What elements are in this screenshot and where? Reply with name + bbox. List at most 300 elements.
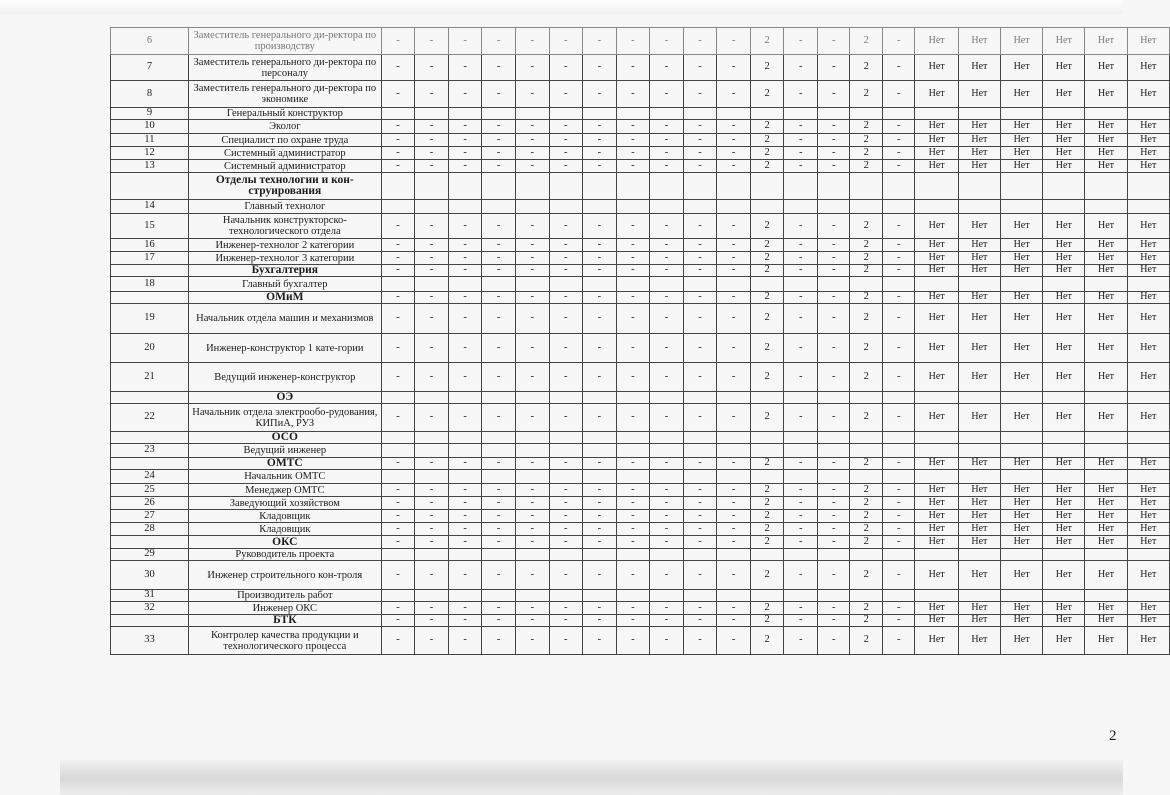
data-cell: Нет bbox=[1043, 561, 1085, 590]
data-cell bbox=[415, 173, 449, 200]
data-cell bbox=[448, 277, 482, 292]
data-cell: - bbox=[381, 536, 415, 549]
data-cell: - bbox=[448, 239, 482, 252]
data-cell bbox=[850, 549, 882, 561]
data-cell: Нет bbox=[915, 536, 958, 549]
data-cell bbox=[448, 173, 482, 200]
data-cell: - bbox=[549, 497, 583, 510]
data-cell bbox=[583, 432, 617, 444]
data-cell: Нет bbox=[958, 561, 1000, 590]
data-cell: - bbox=[650, 510, 684, 523]
data-cell: Нет bbox=[1127, 28, 1169, 55]
data-cell bbox=[650, 277, 684, 292]
data-cell: - bbox=[415, 602, 449, 615]
data-cell: - bbox=[683, 510, 717, 523]
data-cell: - bbox=[583, 458, 617, 470]
data-cell bbox=[850, 590, 882, 602]
data-cell: Нет bbox=[1127, 334, 1169, 363]
data-cell: - bbox=[381, 523, 415, 536]
data-cell: Нет bbox=[1000, 304, 1042, 334]
data-cell: Нет bbox=[915, 134, 958, 147]
row-number: 12 bbox=[111, 147, 189, 160]
data-cell: - bbox=[650, 404, 684, 432]
data-cell: - bbox=[784, 134, 818, 147]
data-cell: - bbox=[882, 304, 914, 334]
data-cell: - bbox=[882, 627, 914, 655]
position-title: Кладовщик bbox=[188, 523, 381, 536]
data-cell: - bbox=[882, 602, 914, 615]
data-cell: 2 bbox=[750, 404, 784, 432]
row-number: 20 bbox=[111, 334, 189, 363]
data-cell: - bbox=[482, 214, 516, 239]
data-cell: - bbox=[683, 602, 717, 615]
data-cell bbox=[549, 108, 583, 120]
data-cell bbox=[1000, 444, 1042, 458]
data-cell: - bbox=[717, 81, 751, 108]
data-cell: - bbox=[818, 484, 850, 497]
data-cell: - bbox=[717, 214, 751, 239]
data-cell: - bbox=[549, 147, 583, 160]
data-cell bbox=[1043, 200, 1085, 214]
data-cell: - bbox=[515, 134, 549, 147]
data-cell: - bbox=[784, 160, 818, 173]
data-cell: - bbox=[583, 510, 617, 523]
data-cell: 2 bbox=[850, 536, 882, 549]
data-cell: - bbox=[650, 615, 684, 627]
data-cell: - bbox=[818, 363, 850, 392]
data-cell: - bbox=[717, 28, 751, 55]
data-cell: - bbox=[515, 523, 549, 536]
data-cell: Нет bbox=[1043, 304, 1085, 334]
data-cell: - bbox=[515, 561, 549, 590]
data-cell: Нет bbox=[915, 497, 958, 510]
data-cell bbox=[882, 432, 914, 444]
data-cell: Нет bbox=[958, 160, 1000, 173]
data-cell: - bbox=[616, 602, 650, 615]
data-cell: - bbox=[683, 147, 717, 160]
data-cell: Нет bbox=[915, 252, 958, 265]
section-heading: ОКС bbox=[188, 536, 381, 549]
section-heading: БТК bbox=[188, 615, 381, 627]
data-cell bbox=[915, 444, 958, 458]
data-cell: - bbox=[549, 28, 583, 55]
data-cell: Нет bbox=[915, 214, 958, 239]
data-cell bbox=[717, 392, 751, 404]
table-row bbox=[111, 304, 1170, 334]
data-cell: Нет bbox=[915, 523, 958, 536]
data-cell bbox=[515, 200, 549, 214]
data-cell: Нет bbox=[1000, 81, 1042, 108]
data-cell: Нет bbox=[958, 627, 1000, 655]
data-cell: - bbox=[448, 304, 482, 334]
data-cell: Нет bbox=[1000, 214, 1042, 239]
data-cell bbox=[549, 549, 583, 561]
data-cell bbox=[515, 277, 549, 292]
data-cell: Нет bbox=[1000, 160, 1042, 173]
data-cell: Нет bbox=[915, 120, 958, 134]
data-cell: - bbox=[381, 252, 415, 265]
data-cell bbox=[850, 444, 882, 458]
data-cell: - bbox=[482, 120, 516, 134]
data-cell: - bbox=[381, 510, 415, 523]
data-cell bbox=[1085, 590, 1127, 602]
data-cell: 2 bbox=[850, 160, 882, 173]
data-cell: - bbox=[448, 536, 482, 549]
data-cell: Нет bbox=[958, 536, 1000, 549]
data-cell bbox=[515, 432, 549, 444]
data-cell: Нет bbox=[1085, 536, 1127, 549]
data-cell bbox=[784, 108, 818, 120]
data-cell: 2 bbox=[850, 510, 882, 523]
row-number bbox=[111, 458, 189, 470]
data-cell: - bbox=[882, 497, 914, 510]
table-row bbox=[111, 404, 1170, 432]
data-cell: - bbox=[882, 81, 914, 108]
data-cell: - bbox=[448, 561, 482, 590]
row-number: 15 bbox=[111, 214, 189, 239]
data-cell: Нет bbox=[1127, 304, 1169, 334]
data-cell: - bbox=[415, 561, 449, 590]
data-cell: - bbox=[415, 239, 449, 252]
data-cell: - bbox=[482, 404, 516, 432]
data-cell: - bbox=[882, 292, 914, 304]
data-cell: - bbox=[583, 55, 617, 81]
data-cell bbox=[683, 277, 717, 292]
data-cell: - bbox=[683, 497, 717, 510]
data-cell: - bbox=[882, 615, 914, 627]
data-cell: Нет bbox=[1043, 81, 1085, 108]
data-cell: Нет bbox=[958, 252, 1000, 265]
row-number: 26 bbox=[111, 497, 189, 510]
data-cell: Нет bbox=[1000, 627, 1042, 655]
data-cell: - bbox=[515, 265, 549, 277]
data-cell: Нет bbox=[915, 615, 958, 627]
data-cell: - bbox=[381, 134, 415, 147]
data-cell bbox=[818, 549, 850, 561]
data-cell bbox=[448, 200, 482, 214]
data-cell bbox=[448, 590, 482, 602]
data-cell: - bbox=[650, 292, 684, 304]
data-cell bbox=[415, 470, 449, 484]
data-cell bbox=[958, 432, 1000, 444]
data-cell: - bbox=[683, 120, 717, 134]
data-cell bbox=[915, 549, 958, 561]
row-number: 33 bbox=[111, 627, 189, 655]
data-cell: Нет bbox=[1000, 28, 1042, 55]
data-cell bbox=[650, 108, 684, 120]
data-cell: Нет bbox=[915, 304, 958, 334]
data-cell: - bbox=[583, 536, 617, 549]
data-cell: Нет bbox=[915, 561, 958, 590]
row-number bbox=[111, 292, 189, 304]
data-cell: - bbox=[583, 214, 617, 239]
data-cell: - bbox=[616, 265, 650, 277]
data-cell: - bbox=[448, 160, 482, 173]
data-cell: - bbox=[515, 334, 549, 363]
data-cell bbox=[958, 277, 1000, 292]
data-cell bbox=[784, 444, 818, 458]
data-cell bbox=[415, 200, 449, 214]
data-cell: 2 bbox=[850, 55, 882, 81]
position-title: Начальник ОМТС bbox=[188, 470, 381, 484]
data-cell: 2 bbox=[850, 334, 882, 363]
data-cell: 2 bbox=[750, 615, 784, 627]
data-cell: 2 bbox=[850, 28, 882, 55]
data-cell bbox=[818, 590, 850, 602]
data-cell: Нет bbox=[1000, 55, 1042, 81]
data-cell bbox=[958, 200, 1000, 214]
data-cell: - bbox=[448, 458, 482, 470]
data-cell: Нет bbox=[1043, 627, 1085, 655]
data-cell: - bbox=[549, 252, 583, 265]
data-cell: - bbox=[717, 134, 751, 147]
data-cell: 2 bbox=[750, 484, 784, 497]
data-cell: - bbox=[515, 160, 549, 173]
data-cell bbox=[381, 590, 415, 602]
row-number: 23 bbox=[111, 444, 189, 458]
data-cell: - bbox=[549, 160, 583, 173]
data-cell bbox=[1127, 277, 1169, 292]
data-cell: - bbox=[616, 615, 650, 627]
data-cell bbox=[915, 173, 958, 200]
data-cell: - bbox=[482, 28, 516, 55]
data-cell: 2 bbox=[750, 334, 784, 363]
data-cell: - bbox=[616, 214, 650, 239]
data-cell: - bbox=[415, 160, 449, 173]
data-cell: - bbox=[717, 404, 751, 432]
data-cell: Нет bbox=[915, 627, 958, 655]
data-cell: 2 bbox=[850, 304, 882, 334]
data-cell bbox=[549, 200, 583, 214]
data-cell: - bbox=[482, 523, 516, 536]
data-cell: Нет bbox=[958, 81, 1000, 108]
data-cell: - bbox=[482, 458, 516, 470]
data-cell bbox=[1085, 173, 1127, 200]
data-cell: - bbox=[482, 239, 516, 252]
data-cell bbox=[1127, 432, 1169, 444]
data-cell: - bbox=[381, 160, 415, 173]
data-cell: - bbox=[717, 615, 751, 627]
data-cell: - bbox=[882, 252, 914, 265]
data-cell: 2 bbox=[850, 252, 882, 265]
data-cell bbox=[915, 432, 958, 444]
data-cell: - bbox=[482, 55, 516, 81]
data-cell: - bbox=[583, 292, 617, 304]
data-cell bbox=[381, 444, 415, 458]
section-heading: ОМТС bbox=[188, 458, 381, 470]
data-cell: - bbox=[448, 81, 482, 108]
row-number bbox=[111, 615, 189, 627]
data-cell: - bbox=[549, 510, 583, 523]
data-cell: - bbox=[448, 602, 482, 615]
data-cell: Нет bbox=[915, 510, 958, 523]
data-cell: - bbox=[549, 536, 583, 549]
data-cell bbox=[818, 392, 850, 404]
data-cell: Нет bbox=[1127, 81, 1169, 108]
data-cell bbox=[818, 173, 850, 200]
section-heading: ОЭ bbox=[188, 392, 381, 404]
data-cell: 2 bbox=[750, 28, 784, 55]
data-cell bbox=[683, 549, 717, 561]
data-cell: - bbox=[683, 28, 717, 55]
data-cell: - bbox=[515, 239, 549, 252]
data-cell: - bbox=[482, 160, 516, 173]
data-cell: Нет bbox=[1085, 523, 1127, 536]
data-cell: Нет bbox=[1127, 497, 1169, 510]
data-cell: - bbox=[515, 120, 549, 134]
data-cell: Нет bbox=[1085, 484, 1127, 497]
data-cell: - bbox=[683, 292, 717, 304]
position-title: Инженер-конструктор 1 кате-гории bbox=[188, 334, 381, 363]
data-cell: Нет bbox=[1085, 55, 1127, 81]
data-cell: - bbox=[583, 523, 617, 536]
data-cell: - bbox=[784, 458, 818, 470]
data-cell: - bbox=[549, 404, 583, 432]
position-title: Инженер строительного кон-троля bbox=[188, 561, 381, 590]
position-title: Генеральный конструктор bbox=[188, 108, 381, 120]
data-cell: Нет bbox=[1085, 497, 1127, 510]
data-cell: Нет bbox=[1127, 292, 1169, 304]
data-cell bbox=[448, 392, 482, 404]
position-title: Заместитель генерального ди-ректора по производству bbox=[188, 28, 381, 55]
data-cell: - bbox=[882, 214, 914, 239]
data-cell: - bbox=[482, 81, 516, 108]
data-cell: - bbox=[448, 404, 482, 432]
data-cell bbox=[882, 200, 914, 214]
data-cell: - bbox=[415, 510, 449, 523]
row-number: 25 bbox=[111, 484, 189, 497]
data-cell: - bbox=[784, 147, 818, 160]
data-cell: - bbox=[415, 147, 449, 160]
data-cell bbox=[1043, 277, 1085, 292]
data-cell: - bbox=[549, 265, 583, 277]
data-cell bbox=[616, 470, 650, 484]
data-cell: Нет bbox=[915, 55, 958, 81]
data-cell bbox=[958, 470, 1000, 484]
data-cell: - bbox=[515, 28, 549, 55]
data-cell: - bbox=[549, 134, 583, 147]
data-cell bbox=[583, 173, 617, 200]
data-cell bbox=[515, 590, 549, 602]
position-title: Заместитель генерального ди-ректора по персоналу bbox=[188, 55, 381, 81]
data-cell: - bbox=[784, 615, 818, 627]
data-cell bbox=[415, 549, 449, 561]
data-cell: Нет bbox=[1085, 134, 1127, 147]
data-cell bbox=[1127, 392, 1169, 404]
section-heading: ОСО bbox=[188, 432, 381, 444]
data-cell: Нет bbox=[1127, 363, 1169, 392]
data-cell: - bbox=[448, 334, 482, 363]
data-cell bbox=[448, 444, 482, 458]
table-row bbox=[111, 200, 1170, 214]
data-cell: Нет bbox=[958, 147, 1000, 160]
data-cell: - bbox=[549, 334, 583, 363]
position-title: Инженер-технолог 2 категории bbox=[188, 239, 381, 252]
data-cell: - bbox=[515, 55, 549, 81]
data-cell bbox=[515, 392, 549, 404]
data-cell bbox=[882, 277, 914, 292]
data-cell: - bbox=[650, 334, 684, 363]
data-cell: - bbox=[818, 458, 850, 470]
data-cell bbox=[583, 549, 617, 561]
data-cell: - bbox=[415, 536, 449, 549]
data-cell: 2 bbox=[850, 484, 882, 497]
data-cell: - bbox=[650, 536, 684, 549]
data-cell: 2 bbox=[750, 81, 784, 108]
data-cell: Нет bbox=[1085, 160, 1127, 173]
data-cell: Нет bbox=[1043, 363, 1085, 392]
data-cell: - bbox=[650, 134, 684, 147]
data-cell: - bbox=[784, 292, 818, 304]
data-cell: - bbox=[482, 147, 516, 160]
data-cell: 2 bbox=[850, 363, 882, 392]
data-cell: - bbox=[448, 484, 482, 497]
data-cell: - bbox=[683, 81, 717, 108]
data-cell: - bbox=[882, 160, 914, 173]
data-cell: Нет bbox=[915, 160, 958, 173]
data-cell: 2 bbox=[850, 134, 882, 147]
data-cell: - bbox=[482, 334, 516, 363]
data-cell: - bbox=[448, 252, 482, 265]
data-cell: Нет bbox=[1127, 147, 1169, 160]
data-cell bbox=[784, 432, 818, 444]
table-row bbox=[111, 55, 1170, 81]
data-cell: - bbox=[549, 458, 583, 470]
data-cell bbox=[818, 444, 850, 458]
data-cell: - bbox=[616, 497, 650, 510]
data-cell bbox=[1000, 590, 1042, 602]
data-cell: - bbox=[650, 602, 684, 615]
data-cell: 2 bbox=[850, 627, 882, 655]
data-cell: 2 bbox=[850, 602, 882, 615]
data-cell: - bbox=[549, 602, 583, 615]
data-cell: Нет bbox=[1043, 404, 1085, 432]
data-cell: - bbox=[882, 239, 914, 252]
data-cell: - bbox=[882, 458, 914, 470]
data-cell bbox=[482, 470, 516, 484]
data-cell bbox=[616, 444, 650, 458]
data-cell bbox=[381, 277, 415, 292]
data-cell: Нет bbox=[1085, 120, 1127, 134]
data-cell bbox=[583, 392, 617, 404]
scan-bottom-shadow bbox=[60, 760, 1123, 795]
data-cell: - bbox=[616, 134, 650, 147]
table-row bbox=[111, 510, 1170, 523]
data-cell bbox=[717, 108, 751, 120]
data-cell: - bbox=[381, 292, 415, 304]
data-cell: - bbox=[650, 627, 684, 655]
data-cell: 2 bbox=[850, 561, 882, 590]
data-cell: - bbox=[415, 497, 449, 510]
data-cell bbox=[616, 108, 650, 120]
data-cell bbox=[381, 173, 415, 200]
data-cell: - bbox=[882, 510, 914, 523]
data-cell bbox=[650, 444, 684, 458]
data-cell: - bbox=[683, 252, 717, 265]
data-cell: - bbox=[381, 615, 415, 627]
data-cell: Нет bbox=[915, 484, 958, 497]
data-cell: - bbox=[583, 28, 617, 55]
data-cell: 2 bbox=[850, 265, 882, 277]
data-cell: Нет bbox=[1043, 536, 1085, 549]
data-cell: - bbox=[818, 265, 850, 277]
data-cell: - bbox=[683, 458, 717, 470]
data-cell bbox=[381, 108, 415, 120]
data-cell bbox=[482, 444, 516, 458]
data-cell: - bbox=[616, 627, 650, 655]
document-page bbox=[100, 20, 1157, 740]
data-cell bbox=[958, 108, 1000, 120]
